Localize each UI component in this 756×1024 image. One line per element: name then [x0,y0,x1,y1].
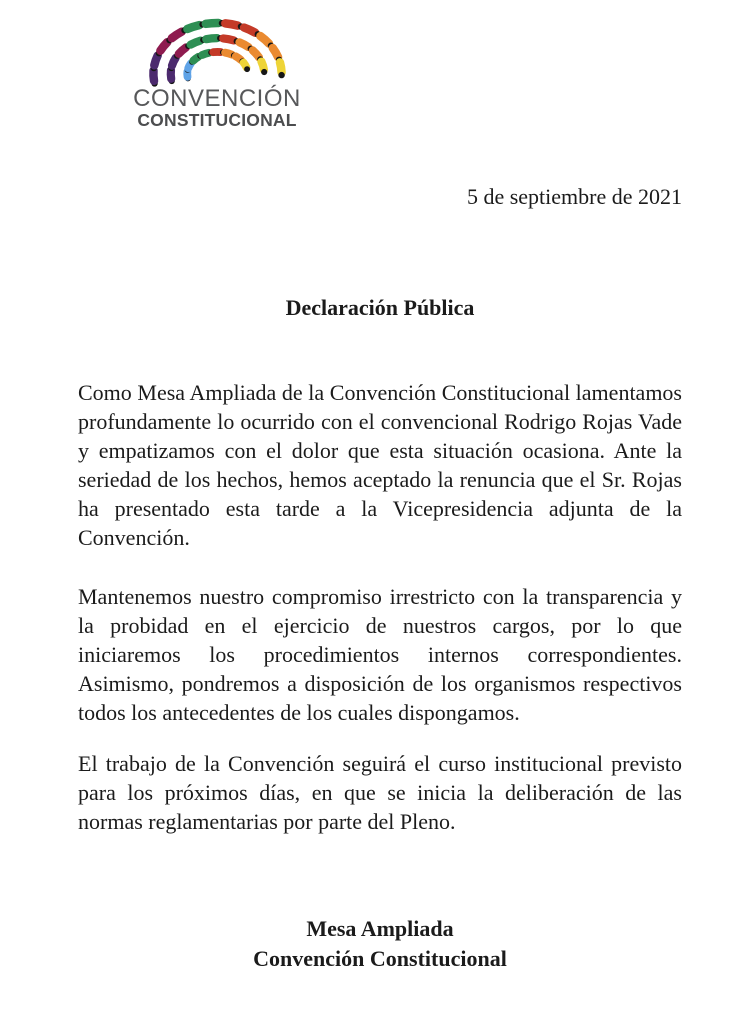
paragraph-2: Mantenemos nuestro compromiso irrestricto con la transparencia y la probidad en el ejercicio de nuestros cargos, por lo que iniciaremos los procedimientos internos correspondientes. Asimismo, pondremos a disposición de los organismos respectivos todos los antecedentes de los cuales dispongamos. [78,584,682,725]
rainbow-arcs-icon [146,15,289,88]
logo-title: CONVENCIÓN [133,85,301,112]
paragraph-3: El trabajo de la Convención seguirá el curso institucional previsto para los próximos días, en que se inicia la deliberación de las normas reglamentarias por parte del Pleno. [78,751,682,834]
logo-subtitle: CONSTITUCIONAL [137,110,297,130]
paragraph-1: Como Mesa Ampliada de la Convención Constitucional lamentamos profundamente lo ocurrido con el convencional Rodrigo Rojas Vade y empatizamos con el dolor que esta situación ocasiona. Ante la seriedad de los hechos, hemos aceptado la renuncia que el Sr. Rojas ha presentado esta tarde a la Vicepresidencia adjunta de la Convención. [78,380,682,550]
signature-line-2: Convención Constitucional [253,946,507,971]
signature-block [78,914,682,974]
signature-line-1: Mesa Ampliada [306,916,454,941]
document-title: Declaración Pública [285,295,475,320]
document-date: 5 de septiembre de 2021 [466,184,682,209]
convencion-logo [129,15,305,130]
